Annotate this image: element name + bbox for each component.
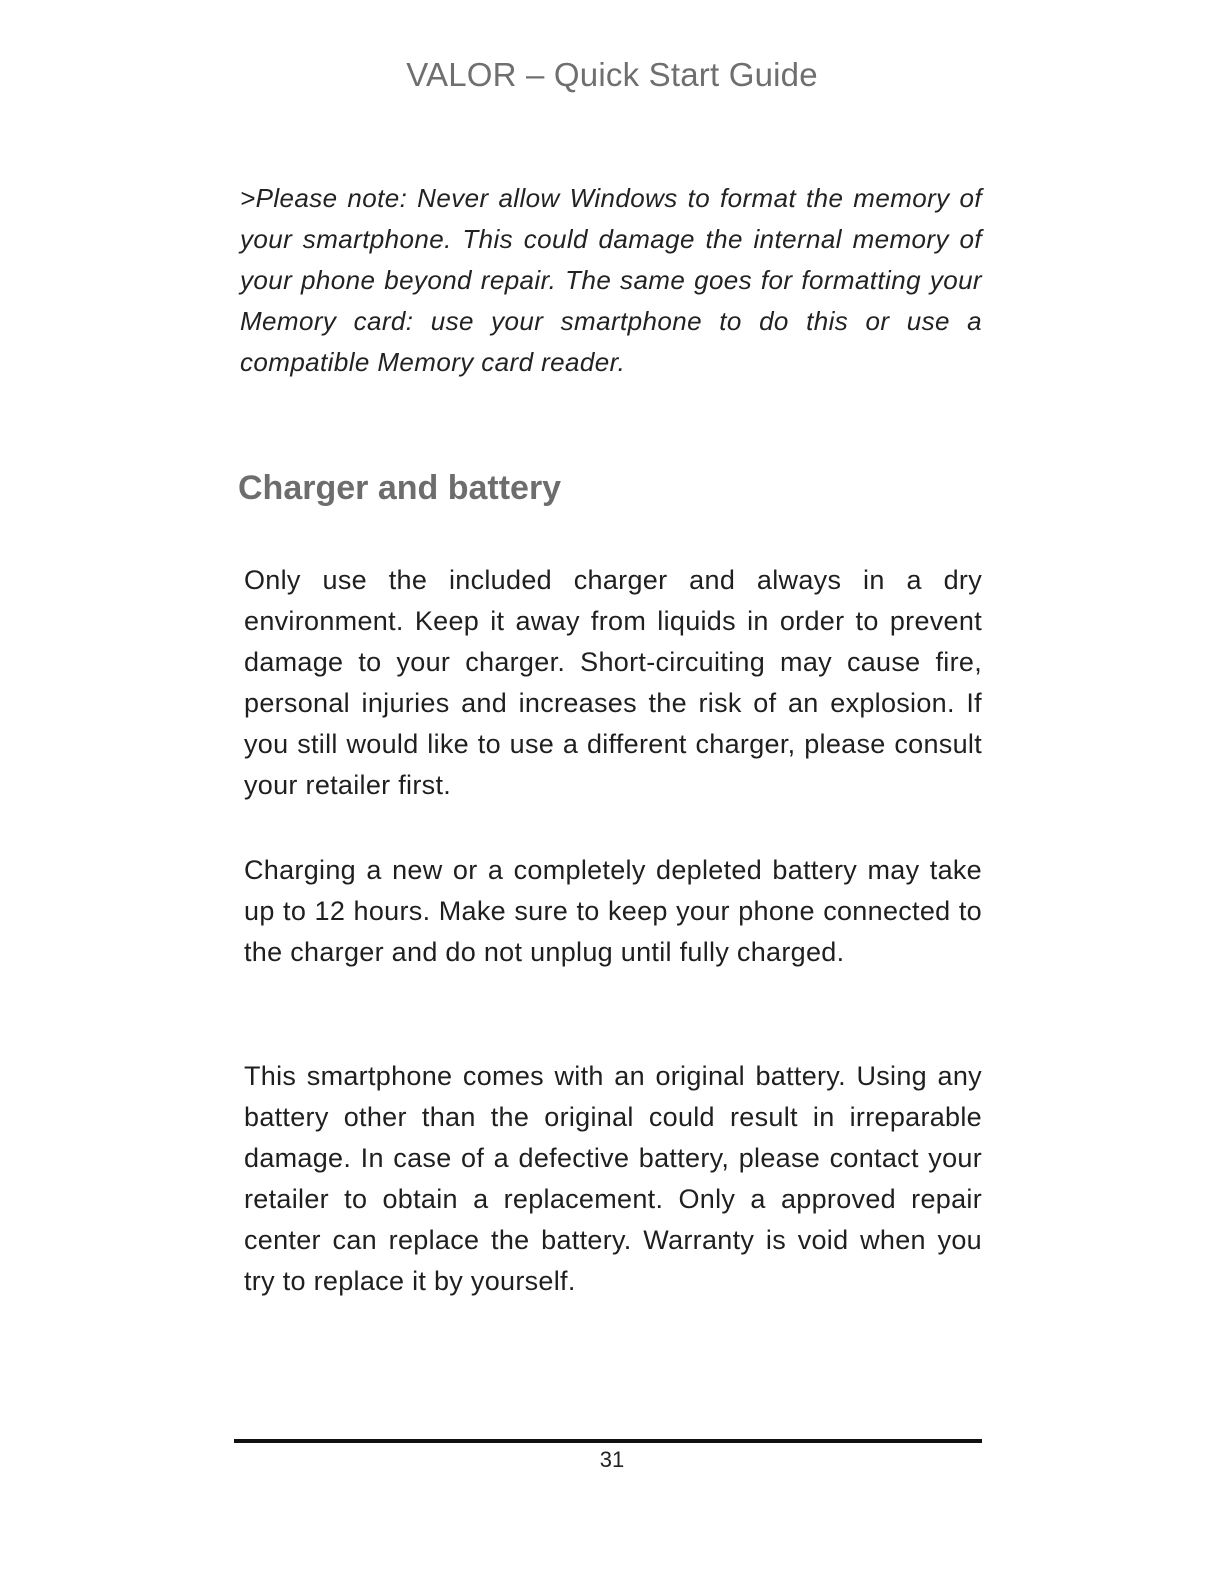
charging-time-paragraph: Charging a new or a completely depleted battery may take up to 12 hours. Make sure to keep your phone connected to the charger and do not unplug until fully charged. <box>244 855 982 967</box>
page-number: 31 <box>599 1447 625 1472</box>
page-header: VALOR – Quick Start Guide <box>406 56 818 93</box>
charger-usage-paragraph: Only use the included charger and always in a dry environment. Keep it away from liquids in order to prevent damage to your charger. Short-circuiting may cause fire, personal injuries and increases the risk of an explosion. If you still would like to use a different charger, please consult your retailer first. <box>244 565 982 800</box>
original-battery-paragraph: This smartphone comes with an original battery. Using any battery other than the original could result in irreparable damage. In case of a defective battery, please contact your retailer to obtain a replacement. Only a approved repair center can replace the battery. Warranty is void when you try to replace it by yourself. <box>244 1061 982 1296</box>
section-heading: Charger and battery <box>238 469 562 507</box>
format-warning-note: >Please note: Never allow Windows to format the memory of your smartphone. This could damage the internal memory of your phone beyond repair. The same goes for formatting your Memory card: use your smartphone to do this or use a compatible Memory card reader. <box>240 183 982 377</box>
footer-divider <box>234 1439 982 1443</box>
